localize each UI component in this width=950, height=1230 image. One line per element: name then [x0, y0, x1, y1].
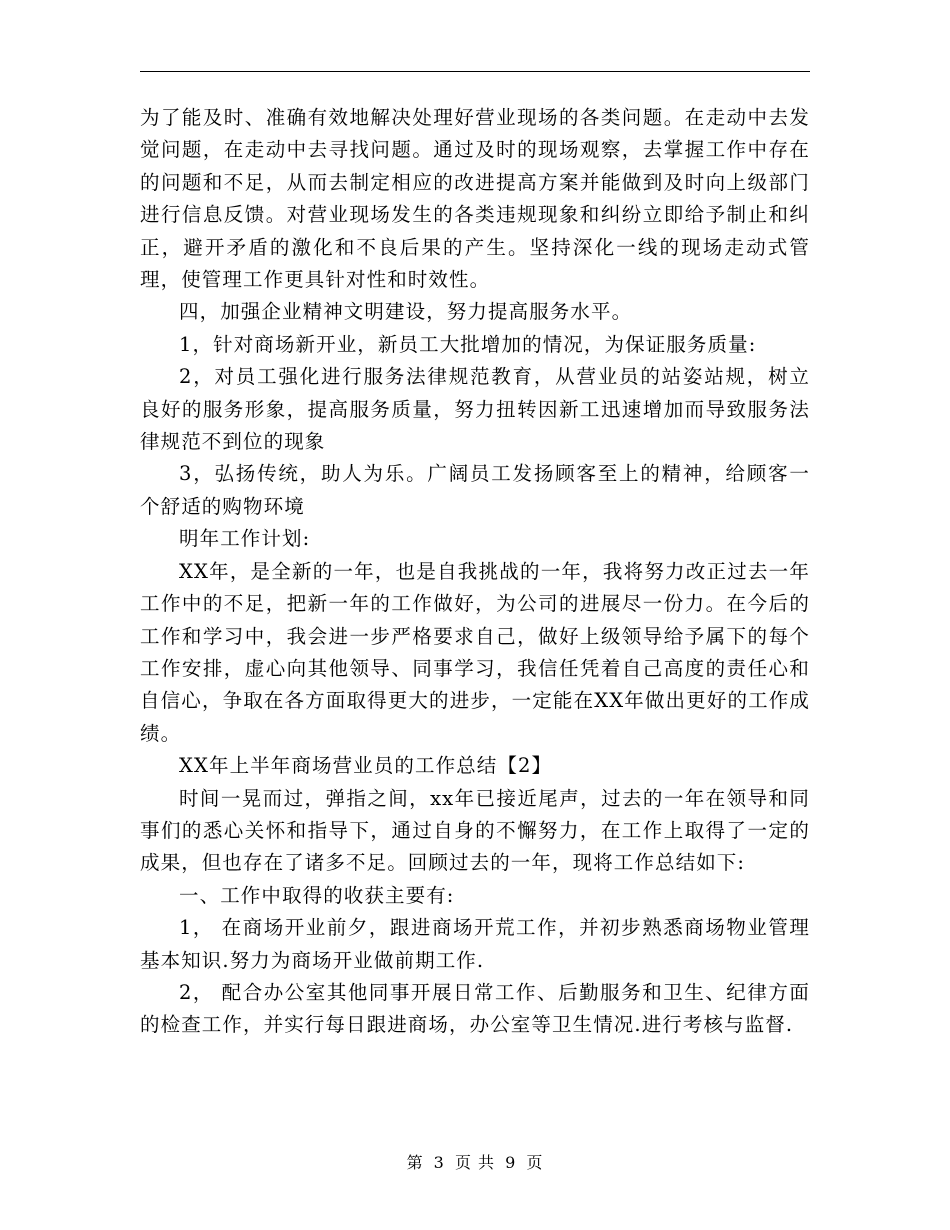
paragraph-4: 2，对员工强化进行服务法律规范教育，从营业员的站姿站规，树立良好的服务形象，提高服务质量，努力扭转因新工迅速增加而导致服务法律规范不到位的现象	[140, 365, 810, 454]
paragraph-10: 一、工作中取得的收获主要有:	[179, 883, 455, 907]
paragraph-9: 时间一晃而过，弹指之间，xx年已接近尾声，过去的一年在领导和同事们的悉心关怀和指导下，通过自身的不懈努力，在工作上取得了一定的成果，但也存在了诸多不足。回顾过去的一年，现将工作总结如下:	[140, 786, 810, 875]
paragraph-8: XX年上半年商场营业员的工作总结【2】	[179, 754, 553, 778]
footer-middle: 页 共	[454, 1153, 496, 1172]
paragraph-5: 3，弘扬传统，助人为乐。广阔员工发扬顾客至上的精神，给顾客一个舒适的购物环境	[140, 462, 810, 518]
page-footer	[0, 1150, 950, 1173]
paragraph-7: XX年，是全新的一年，也是自我挑战的一年，我将努力改正过去一年工作中的不足，把新一年的工作做好，为公司的进展尽一份力。在今后的工作和学习中，我会进一步严格要求自己，做好上级领导给予属下的每个工作安排，虚心向其他领导、同事学习，我信任凭着自己高度的责任心和自信心，争取在各方面取得更大的进步，一定能在XX年做出更好的工作成绩。	[140, 559, 810, 745]
footer-current-page: 3	[433, 1153, 445, 1172]
header-rule	[140, 71, 810, 72]
footer-suffix: 页	[526, 1153, 544, 1172]
paragraph-1: 为了能及时、准确有效地解决处理好营业现场的各类问题。在走动中去发觉问题，在走动中去寻找问题。通过及时的现场观察，去掌握工作中存在的问题和不足，从而去制定相应的改进提高方案并能做到及时向上级部门进行信息反馈。对营业现场发生的各类违规现象和纠纷立即给予制止和纠正，避开矛盾的激化和不良后果的产生。坚持深化一线的现场走动式管理，使管理工作更具针对性和时效性。	[140, 106, 810, 292]
paragraph-6: 明年工作计划:	[179, 527, 311, 551]
paragraph-3: 1，针对商场新开业，新员工大批增加的情况，为保证服务质量:	[179, 332, 757, 356]
paragraph-11: 1， 在商场开业前夕，跟进商场开荒工作，并初步熟悉商场物业管理基本知识.努力为商场开业做前期工作.	[140, 916, 810, 972]
paragraph-12: 2， 配合办公室其他同事开展日常工作、后勤服务和卫生、纪律方面的检查工作，并实行每日跟进商场，办公室等卫生情况.进行考核与监督.	[140, 980, 810, 1037]
document-body	[140, 102, 810, 1042]
paragraph-2: 四，加强企业精神文明建设，努力提高服务水平。	[179, 300, 633, 324]
footer-prefix: 第	[406, 1153, 424, 1172]
footer-total-pages: 9	[505, 1153, 517, 1172]
